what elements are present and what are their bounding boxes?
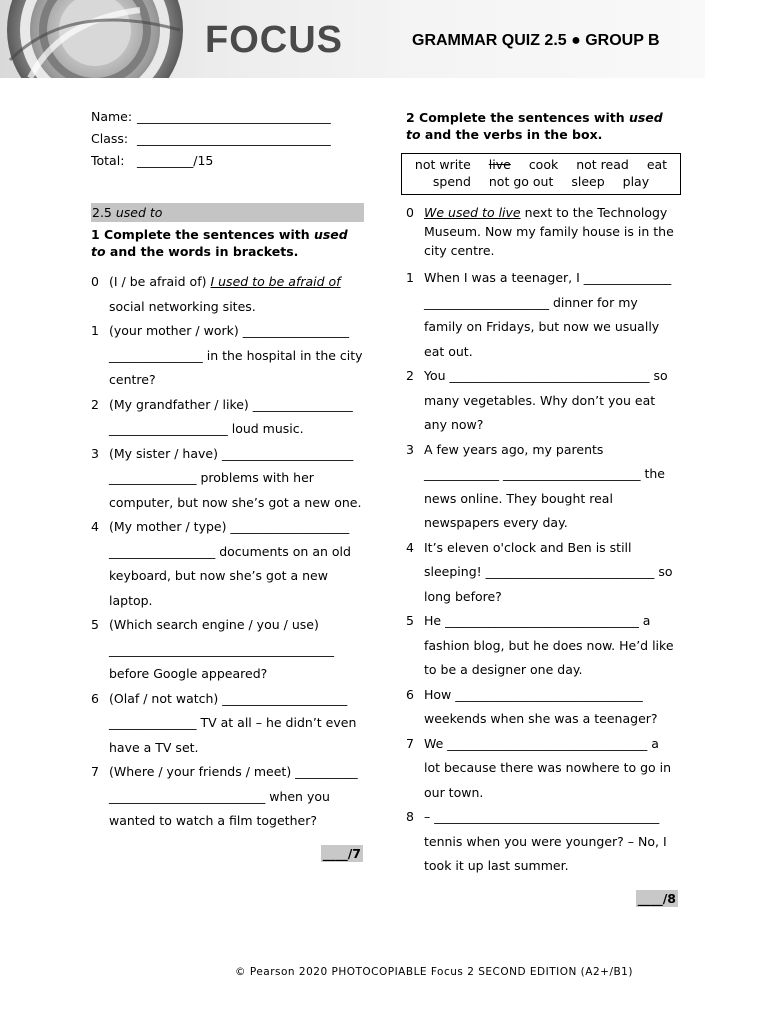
item-number: 5 (406, 613, 414, 628)
instr-emphasis: used to (406, 110, 663, 142)
item-number: 2 (91, 396, 99, 412)
exercise-2-item[interactable] (406, 438, 678, 536)
exercise-1-item[interactable] (91, 515, 363, 613)
right-column (406, 110, 678, 911)
item-number: 8 (406, 809, 414, 824)
example-answer: I used to be afraid of (210, 274, 341, 289)
score-box[interactable]: ____/8 (637, 890, 676, 906)
word-box-word: not write (414, 157, 471, 172)
exercise-1-instruction (91, 227, 363, 260)
exercise-1-item[interactable] (91, 442, 363, 516)
name-row (91, 106, 363, 128)
item-number: 4 (91, 519, 99, 534)
section-number: 2.5 (92, 205, 112, 220)
word-box-word: not read (576, 157, 629, 172)
item-number: 3 (406, 441, 414, 457)
word-box-row (402, 173, 680, 190)
word-box-word: not go out (488, 174, 554, 189)
exercise-2-score (406, 887, 678, 912)
word-box-word: play (622, 174, 650, 189)
item-number: 6 (406, 686, 414, 702)
item-text: (Olaf / not watch) ____________________ ______________ TV at all – he didn’t even have a TV set. (109, 690, 357, 755)
item-number: 0 (406, 205, 414, 220)
exercise-2-item[interactable] (406, 364, 678, 438)
header-banner (0, 0, 705, 78)
item-number: 4 (406, 539, 414, 555)
item-number: 2 (406, 368, 414, 383)
exercise-1-score (91, 842, 363, 867)
exercise-1-item[interactable] (91, 319, 363, 393)
exercise-1-item[interactable] (91, 760, 363, 834)
exercise-2-item[interactable] (406, 609, 678, 683)
class-row (91, 128, 363, 150)
item-text: (your mother / work) _________________ _______________ in the hospital in the city centre? (109, 323, 363, 387)
name-label: Name: (91, 109, 133, 124)
section-heading (91, 203, 364, 222)
word-box (401, 153, 681, 195)
item-text: (My grandfather / like) ________________ ___________________ loud music. (109, 396, 353, 436)
item-text: We ________________________________ a lot because there was nowhere to go in our town. (424, 735, 672, 800)
example-answer: We used to live (424, 205, 521, 220)
item-text: (My mother / type) ___________________ _________________ documents on an old keyboard, but now she’s got a new laptop. (109, 519, 351, 608)
word-box-row (402, 156, 680, 173)
item-text: (Which search engine / you / use) ____________________________________ before Google appeared? (109, 617, 334, 681)
item-number: 7 (406, 735, 414, 751)
item-text (424, 203, 678, 260)
item-text: (My sister / have) _____________________ ______________ problems with her computer, but now she’s got a new one. (109, 445, 362, 510)
item-text: You ________________________________ so many vegetables. Why don’t you eat any now? (424, 368, 668, 432)
name-field[interactable]: _______________________________ (137, 109, 331, 124)
word-box-word: sleep (571, 174, 605, 189)
item-number: 7 (91, 764, 99, 779)
item-text: (Where / your friends / meet) __________ _________________________ when you wanted to watch a film together? (109, 764, 358, 828)
example-rest: social networking sites. (109, 298, 256, 314)
word-box-word-used: live (488, 157, 511, 172)
total-label: Total: (91, 153, 125, 168)
class-label: Class: (91, 131, 129, 146)
word-box-word: spend (432, 174, 471, 189)
item-text: A few years ago, my parents ____________ ______________________ the news online. They bought real newspapers every day. (424, 441, 665, 530)
exercise-1-item[interactable] (91, 613, 363, 687)
score-box[interactable]: ____/7 (322, 845, 361, 861)
example-prompt: (I / be afraid of) (109, 274, 211, 289)
item-number: 3 (91, 445, 99, 461)
instr-part: 1 Complete the sentences with (91, 227, 314, 242)
word-box-word: cook (528, 157, 559, 172)
item-text: He _______________________________ a fashion blog, but he does now. He’d like to be a designer one day. (424, 613, 674, 677)
exercise-2-item[interactable] (406, 683, 678, 732)
item-number: 5 (91, 617, 99, 632)
item-number: 1 (406, 270, 414, 285)
exercise-2-item[interactable] (406, 536, 678, 610)
footer-copyright: © Pearson 2020 PHOTOCOPIABLE Focus 2 SECOND EDITION (A2+/B1) (235, 966, 633, 978)
section-title: used to (115, 205, 163, 220)
total-row (91, 150, 363, 172)
instr-part: 2 Complete the sentences with (406, 110, 629, 125)
item-number: 1 (91, 323, 99, 338)
word-box-word: eat (646, 157, 668, 172)
exercise-2-item[interactable] (406, 732, 678, 806)
exercise-2-item[interactable] (406, 266, 678, 364)
quiz-title: GRAMMAR QUIZ 2.5 ● GROUP B (412, 32, 660, 49)
total-field[interactable]: _________/15 (137, 153, 214, 168)
focus-logo-swirl-icon (0, 0, 200, 78)
item-text (109, 270, 363, 319)
item-number: 6 (91, 690, 99, 706)
example-rest: next to the Technology Museum. Now my family house is in the city centre. (424, 205, 674, 258)
item-text: When I was a teenager, I ______________ ____________________ dinner for my family on Fridays, but now we usually eat out. (424, 270, 672, 359)
item-text: – ____________________________________ tennis when you were younger? – No, I took it up last summer. (424, 809, 667, 873)
class-field[interactable]: _______________________________ (137, 131, 331, 146)
exercise-2-item[interactable] (406, 805, 678, 879)
item-text: How ______________________________ weekends when she was a teenager? (424, 686, 658, 726)
item-number: 0 (91, 274, 99, 289)
instr-emphasis: used to (91, 227, 348, 259)
item-text: It’s eleven o'clock and Ben is still sleeping! ___________________________ so long before? (424, 539, 673, 604)
focus-logo-text: FOCUS (205, 19, 343, 61)
left-column (91, 106, 363, 866)
instr-part: and the words in brackets. (105, 243, 299, 259)
exercise-2-instruction (406, 110, 678, 143)
exercise-1-item[interactable] (91, 393, 363, 442)
exercise-1-item[interactable] (91, 687, 363, 761)
exercise-2-example (406, 203, 678, 260)
instr-part: and the verbs in the box. (420, 126, 603, 142)
exercise-1-example (91, 270, 363, 319)
